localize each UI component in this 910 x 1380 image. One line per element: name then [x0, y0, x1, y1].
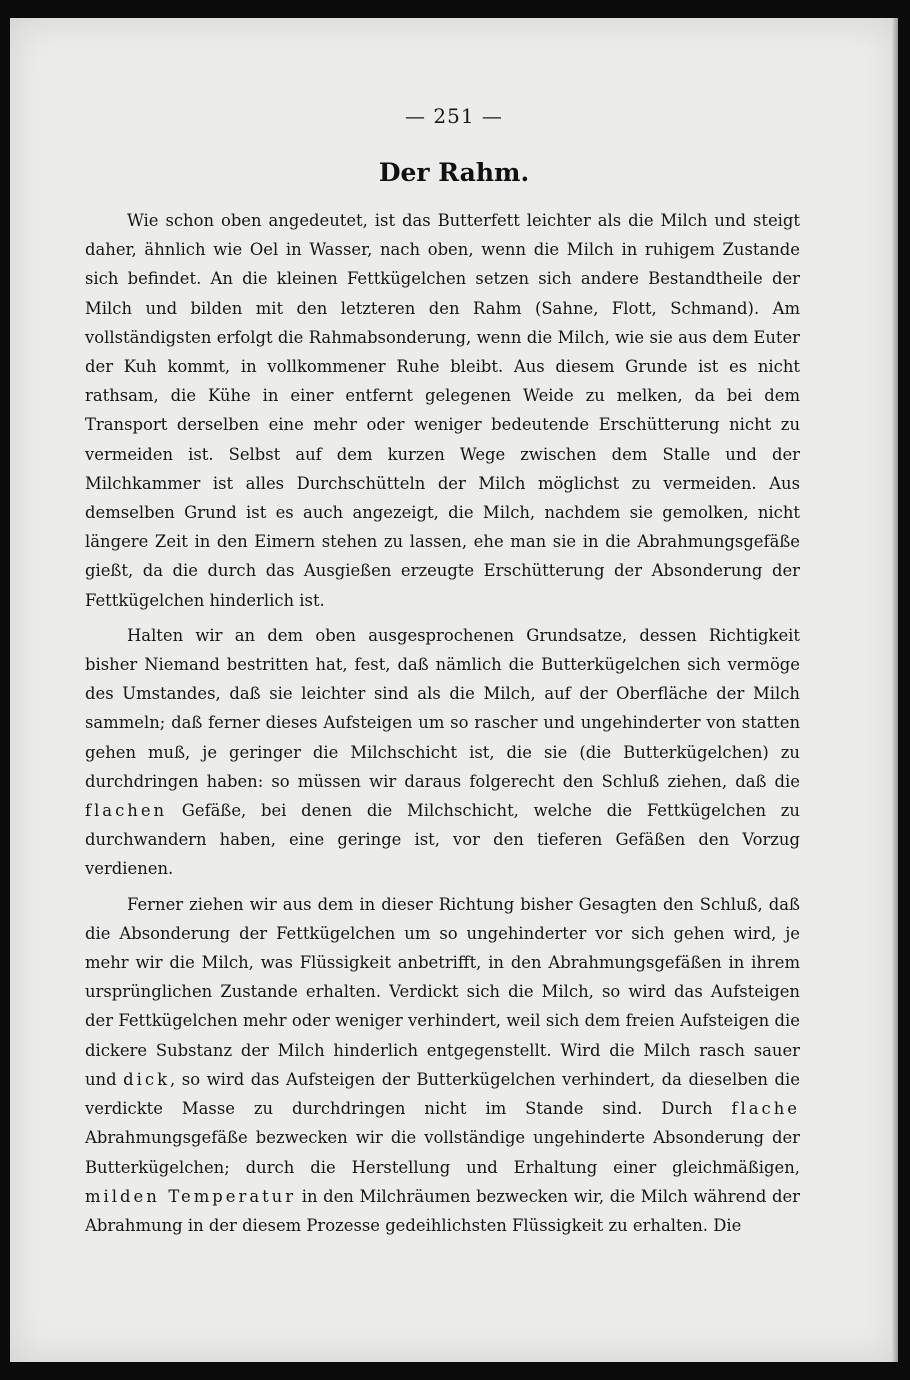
paragraph [85, 890, 800, 1240]
emphasis-text: flachen [85, 801, 168, 821]
paragraph-text: Halten wir an dem oben ausgesprochenen Grundsatze, dessen Richtigkeit bisher Niemand bestritten hat, fest, daß nämlich die Butterkügelchen sich vermöge des Umstandes, daß sie leichter sind als die Milch, auf der Oberfläche der Milch sammeln; daß ferner dieses Aufsteigen um so rascher und ungehinderter von statten gehen muß, je geringer die Milchschicht ist, die sie (die Butterkügelchen) zu durchdringen haben: so müssen wir daraus folgerecht den Schluß ziehen, daß die [85, 625, 800, 791]
paragraph-text: Wie schon oben angedeutet, ist das Butterfett leichter als die Milch und steigt daher, ähnlich wie Oel in Wasser, nach oben, wenn die Milch in ruhigem Zustande sich befindet. An die kleinen Fettkügelchen setzen sich andere Bestandtheile der Milch und bilden mit den letzteren den Rahm (Sahne, Flott, Schmand). Am vollständigsten erfolgt die Rahmabsonderung, wenn die Milch, wie sie aus dem Euter der Kuh kommt, in vollkommener Ruhe bleibt. Aus diesem Grunde ist es nicht rathsam, die Kühe in einer entfernt gelegenen Weide zu melken, da bei dem Transport derselben eine mehr oder weniger bedeutende Erschütterung nicht zu vermeiden ist. Selbst auf dem kurzen Wege zwischen dem Stalle und der Milchkammer ist alles Durchschütteln der Milch möglichst zu vermeiden. Aus demselben Grund ist es auch angezeigt, die Milch, nachdem sie gemolken, nicht längere Zeit in den Eimern stehen zu lassen, ehe man sie in die Abrahmungsgefäße gießt, da die durch das Ausgießen erzeugte Erschütterung der Absonderung der Fettkügelchen hinderlich ist. [85, 211, 800, 610]
paragraph-text: Abrahmungsgefäße bezwecken wir die vollständige ungehinderte Absonderung der Butterkügelchen; durch die Herstellung und Erhaltung einer gleichmäßigen, [85, 1128, 800, 1177]
emphasis-text: flache [731, 1099, 800, 1119]
paragraph-text: , so wird das Aufsteigen der Butterkügelchen verhindert, da dieselben die verdickte Masse zu durchdringen nicht im Stande sind. Durch [85, 1069, 800, 1119]
paragraph [85, 206, 800, 615]
book-page [10, 18, 898, 1362]
paragraph-text: in den Milchräumen bezwecken wir, die Milch während der Abrahmung in der diesem Prozesse gedeihlichsten Flüssigkeit zu erhalten. Die [85, 1186, 800, 1235]
page-edge [892, 18, 898, 1362]
page-number: — 251 — [405, 104, 503, 128]
paragraph-text: Gefäße, bei denen die Milchschicht, welche die Fettkügelchen zu durchwandern haben, eine geringe ist, vor den tieferen Gefäßen den Vorzug verdienen. [85, 801, 800, 879]
emphasis-text: milden Temperatur [85, 1186, 297, 1206]
body-text [85, 206, 800, 1246]
section-heading: Der Rahm. [378, 158, 530, 187]
paragraph-text: Ferner ziehen wir aus dem in dieser Richtung bisher Gesagten den Schluß, daß die Absonderung der Fettkügelchen um so ungehinderter vor sich gehen wird, je mehr wir die Milch, was Flüssigkeit anbetrifft, in den Abrahmungsgefäßen in ihrem ursprünglichen Zustande erhalten. Verdickt sich die Milch, so wird das Aufsteigen der Fettkügelchen mehr oder weniger verhindert, weil sich dem freien Aufsteigen die dickere Substanz der Milch hinderlich entgegenstellt. Wird die Milch rasch sauer und [85, 894, 800, 1089]
emphasis-text: dick [123, 1069, 171, 1089]
paragraph [85, 621, 800, 884]
